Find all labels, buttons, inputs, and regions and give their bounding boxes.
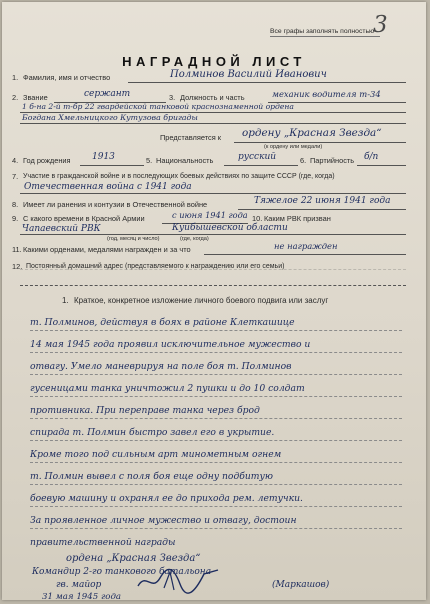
signature [134, 564, 224, 600]
field-hint-date: (год, месяц и число) [107, 236, 160, 242]
field-label-nominated: Представляется к [160, 133, 222, 142]
field-value-region: Куйбышевской области [172, 223, 288, 233]
field-underline [234, 142, 406, 143]
narrative-line: т. Полмин вывел с поля боя еще одну подбитую [30, 471, 273, 482]
field-value-awards: не награжден [274, 241, 338, 251]
field-num: 1. [12, 73, 19, 82]
field-value-wounds: Тяжелое 22 июня 1941 года [254, 196, 391, 206]
field-value-rank: сержант [84, 89, 131, 99]
narrative-line: т. Полминов, действуя в боях в районе Клеткашице [30, 317, 295, 328]
field-num: 6. [300, 156, 307, 165]
narrative-line: За проявленное личное мужество и отвагу, достоин [30, 515, 297, 526]
field-label-army-since: С какого времени в Красной Армии [23, 214, 145, 223]
field-num: 2. [12, 93, 19, 102]
field-underline [238, 209, 406, 210]
field-underline [128, 82, 406, 83]
page-number: 3 [373, 12, 388, 38]
guide-line [30, 440, 402, 441]
field-label-prior-service: Участие в гражданской войне и в последующих боевых действиях по защите СССР (где, когда) [23, 173, 335, 180]
section-divider [20, 269, 406, 270]
guide-line [30, 374, 402, 375]
field-underline [204, 254, 406, 255]
guide-line [30, 484, 402, 485]
field-num: 9. [12, 214, 19, 223]
guide-line [30, 396, 402, 397]
closing-name: (Маркашов) [272, 580, 330, 590]
field-value-conscripted-by: Чапаевский РВК [22, 224, 101, 234]
field-label-party: Партийность [310, 156, 355, 165]
closing-role: Командир 2-го танкового батальона [32, 567, 212, 577]
field-underline [224, 165, 298, 166]
field-num: 4. [12, 156, 19, 165]
narrative-line: Кроме того под сильным арт минометным огнем [30, 449, 282, 460]
field-num: 10. [252, 214, 263, 223]
closing-date: 31 мая 1945 года [42, 592, 122, 600]
field-num: 11. [12, 245, 22, 254]
closing-rank: гв. майор [56, 580, 102, 590]
field-underline [20, 285, 406, 286]
field-value-nominated: ордену „Красная Звезда“ [242, 127, 382, 139]
narrative-line: боевую машину и охранял ее до прихода рем. летучки. [30, 493, 303, 504]
field-num: 3. [169, 93, 176, 102]
field-num: 5. [146, 156, 153, 165]
field-label-address: Постоянный домашний адрес (представляемого к награждению или его семьи) [26, 263, 285, 270]
field-value-birth-year: 1913 [92, 152, 115, 162]
field-underline [20, 234, 406, 235]
header-note-underline [270, 36, 380, 37]
field-value-unit-line2: Богдана Хмельницкого Кутузова бригады [22, 113, 198, 122]
field-label-awards: Какими орденами, медалями награжден и за что [23, 245, 191, 254]
field-label-conscripted-by: Каким РВК призван [264, 214, 331, 223]
field-underline [20, 193, 406, 194]
section-num: 1. [62, 296, 69, 305]
field-label-nationality: Национальность [156, 156, 214, 165]
guide-line [30, 352, 402, 353]
guide-line [30, 462, 402, 463]
closing-award: ордена „Красная Звезда“ [66, 553, 201, 564]
narrative-line: гусеницами танка уничтожил 2 пушки и до 10 солдат [30, 383, 305, 394]
field-hint-where: (где, когда) [180, 236, 209, 242]
field-value-position: механик водителя т-34 [272, 89, 381, 99]
narrative-line: противника. При переправе танка через брод [30, 405, 260, 416]
field-underline [20, 123, 406, 124]
field-label-wounds: Имеет ли ранения и контузии в Отечественной войне [23, 200, 208, 209]
field-value-nationality: русский [238, 152, 277, 162]
narrative-line: отвагу. Умело маневрируя на поле боя т. Полминов [30, 361, 292, 372]
field-value-unit-line1: 1 б-на 2-й т-бр 22 гвардейской танковой краснознаменной ордена [22, 102, 294, 111]
field-label-rank: Звание [23, 93, 48, 102]
field-label-position: Должность и часть [180, 93, 245, 102]
field-num: 7. [12, 172, 19, 181]
field-value-fullname: Полминов Василий Иванович [170, 69, 327, 80]
guide-line [30, 418, 402, 419]
narrative-line: 14 мая 1945 года проявил исключительное мужество и [30, 339, 311, 350]
field-value-army-since: с июня 1941 года [172, 210, 248, 220]
field-underline [80, 165, 144, 166]
narrative-line: правительственной награды [30, 537, 176, 548]
section-heading: Краткое, конкретное изложение личного боевого подвига или заслуг [74, 296, 329, 305]
award-sheet [2, 2, 426, 600]
field-value-party: б/п [364, 152, 379, 162]
field-num: 8. [12, 200, 19, 209]
narrative-line: спирада т. Полмин быстро завел его в укрытие. [30, 427, 275, 438]
guide-line [30, 506, 402, 507]
guide-line [30, 330, 402, 331]
page-title: НАГРАДНОЙ ЛИСТ [122, 54, 306, 69]
header-note: Все графы заполнять полностью [270, 28, 375, 35]
field-label-fullname: Фамилия, имя и отчество [23, 73, 111, 82]
field-num: 12. [12, 262, 23, 271]
field-hint-order: (к ордену или медали) [264, 144, 323, 150]
guide-line [30, 528, 402, 529]
field-value-prior-service: Отечественная война с 1941 года [24, 182, 192, 192]
field-label-birth-year: Год рождения [23, 156, 71, 165]
field-underline [357, 165, 406, 166]
